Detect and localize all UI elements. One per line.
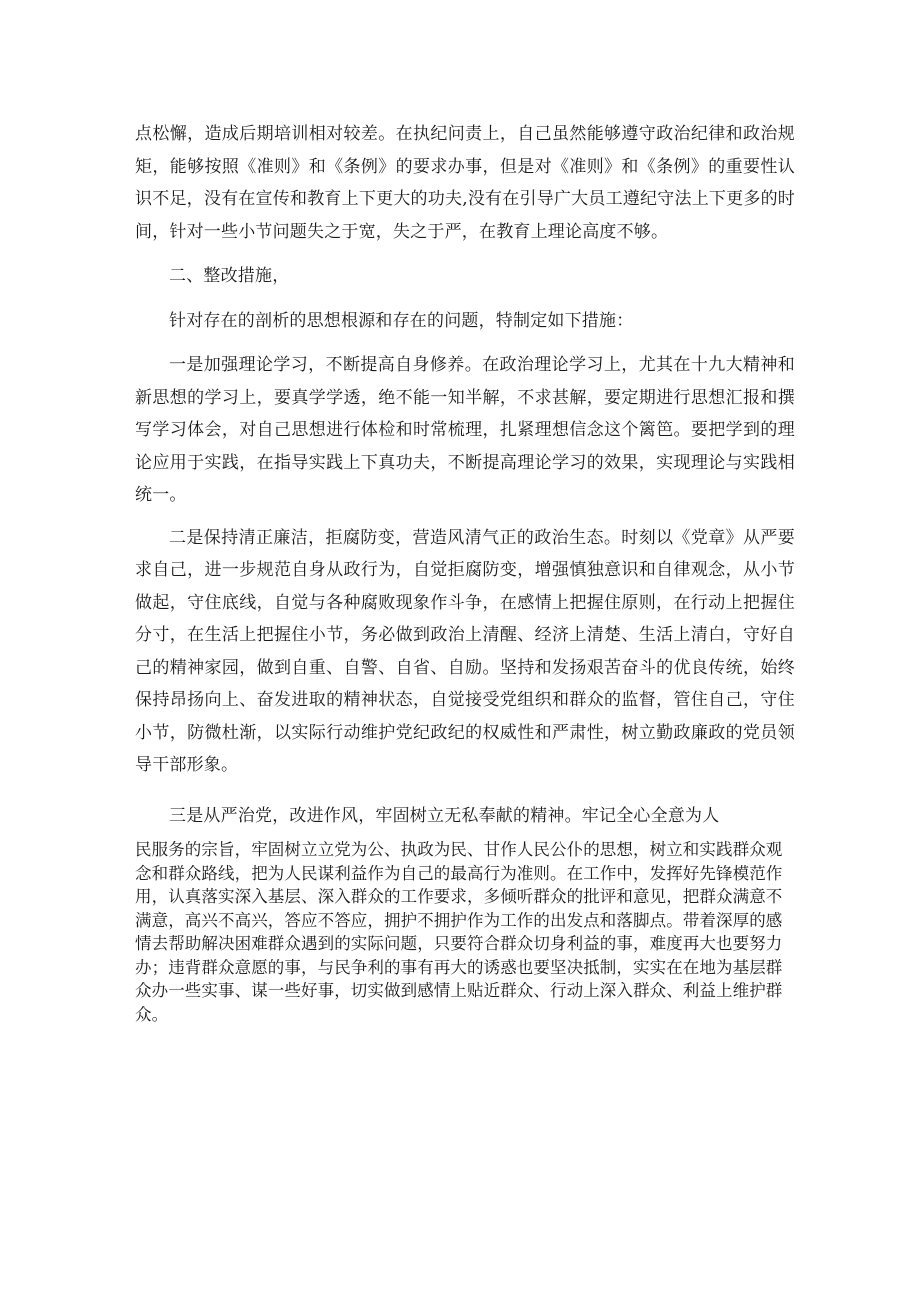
measure-3-continued: 民服务的宗旨，牢固树立立党为公、执政为民、甘作人民公仆的思想，树立和实践群众观念和群众路线，把为人民谋利益作为自己的最高行为准则。在工作中，发挥好先锋模范作用，认真落实深入基层、深入群众的工作要求，多倾听群众的批评和意见，把群众满意不满意，高兴不高兴，答应不答应，拥护不拥护作为工作的出发点和落脚点。带着深厚的感情去帮助解决困难群众遇到的实际问题，只要符合群众切身利益的事，难度再大也要努力办；违背群众意愿的事，与民争利的事有再大的诱惑也要坚决抵制，实实在在地为基层群众办一些实事、谋一些好事，切实做到感情上贴近群众、行动上深入群众、利益上维护群众。 bbox=[135, 840, 783, 1024]
measure-3-first-line: 三是从严治党，改进作风，牢固树立无私奉献的精神。牢记全心全意为人 bbox=[169, 805, 720, 826]
document-page bbox=[135, 118, 795, 1026]
paragraph-continued: 点松懈，造成后期培训相对较差。在执纪问责上，自己虽然能够遵守政治纪律和政治规矩，能够按照《准则》和《条例》的要求办事，但是对《准则》和《条例》的重要性认识不足，没有在宣传和教育上下更大的功夫,没有在引导广大员工遵纪守法上下更多的时间，针对一些小节问题失之于宽，失之于严，在教育上理论高度不够。 bbox=[135, 124, 795, 242]
intro-paragraph: 针对存在的剖析的思想根源和存在的问题，特制定如下措施： bbox=[169, 310, 634, 331]
measure-2-paragraph: 二是保持清正廉洁，拒腐防变，营造风清气正的政治生态。时刻以《党章》从严要求自己，进一步规范自身从政行为，自觉拒腐防变，增强慎独意识和自律观念，从小节做起，守住底线，自觉与各种腐败现象作斗争，在感情上把握住原则，在行动上把握住分寸，在生活上把握住小节，务必做到政治上清醒、经济上清楚、生活上清白，守好自己的精神家园，做到自重、自警、自省、自励。坚持和发扬艰苦奋斗的优良传统，始终保持昂扬向上、奋发进取的精神状态，自觉接受党组织和群众的监督，管住自己，守住小节，防微杜渐，以实际行动维护党纪政纪的权威性和严肃性，树立勤政廉政的党员领导干部形象。 bbox=[135, 527, 795, 775]
measure-1-paragraph: 一是加强理论学习，不断提高自身修养。在政治理论学习上，尤其在十九大精神和新思想的学习上，要真学学透，绝不能一知半解，不求甚解，要定期进行思想汇报和撰写学习体会，对自己思想进行体检和时常梳理，扎紧理想信念这个篱笆。要把学到的理论应用于实践，在指导实践上下真功夫，不断提高理论学习的效果，实现理论与实践相统一。 bbox=[135, 355, 795, 505]
section-heading: 二、整改措施， bbox=[169, 266, 290, 286]
